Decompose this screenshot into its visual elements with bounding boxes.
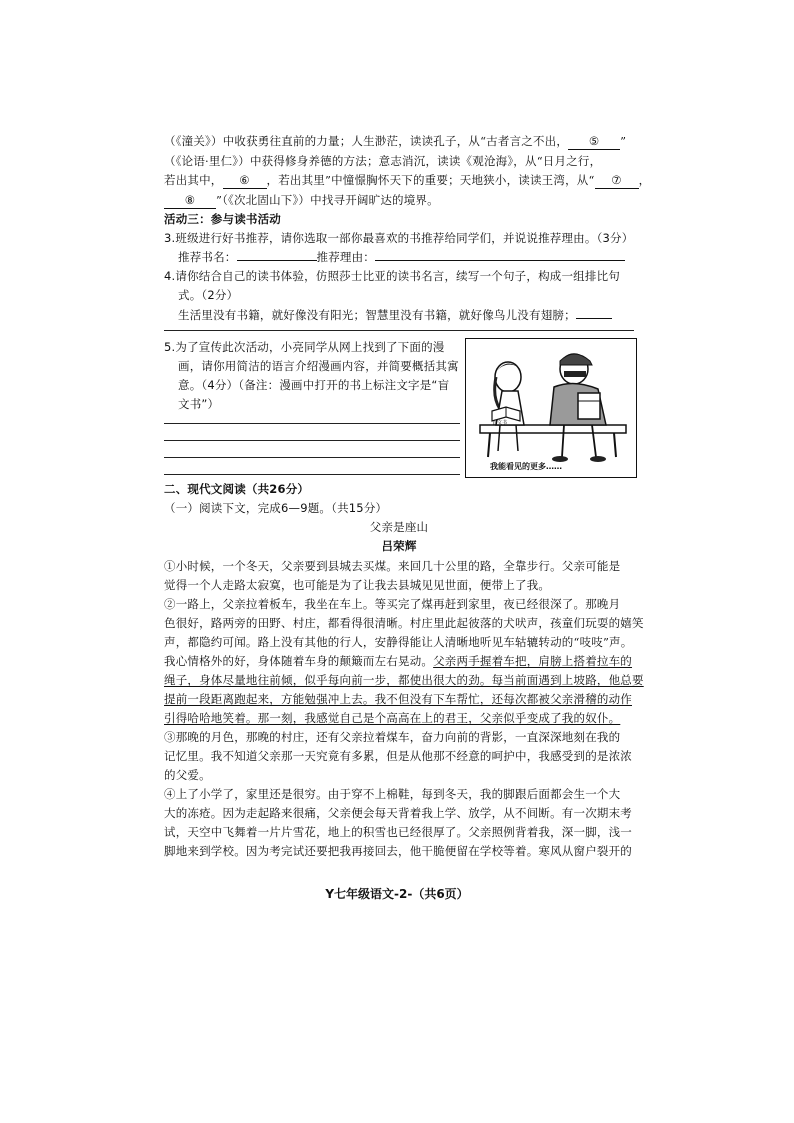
article-title: 父亲是座山 — [369, 520, 429, 534]
comic-illustration — [465, 338, 637, 478]
underlined-line: 提前一段距离跑起来，方能勉强冲上去。我不但没有下车帮忙，还每次都被父亲滑稽的动作 — [164, 692, 632, 706]
blank-number: ⑦ — [611, 173, 622, 187]
question-3: 3.班级进行好书推荐，请你选取一部你最喜欢的书推荐给同学们，并说说推荐理由。（3分） — [164, 231, 634, 245]
answer-blank-5[interactable] — [568, 134, 620, 150]
paragraph-line: 试，天空中飞舞着一片片雪花，地上的积雪也已经很厚了。父亲照例背着我，深一脚，浅一 — [164, 825, 632, 839]
answer-blank-8[interactable] — [164, 193, 216, 209]
blank-number: ⑤ — [588, 134, 600, 148]
answer-line[interactable] — [164, 440, 460, 441]
answer-blank-7[interactable] — [595, 173, 639, 189]
text-run: ” — [620, 134, 627, 148]
text-line — [164, 134, 634, 150]
text-line — [164, 193, 634, 209]
text-run: 我心情格外的好，身体随着车身的颠簸而左右晃动。 — [164, 654, 434, 668]
answer-line[interactable] — [164, 330, 634, 331]
paragraph-line: ④上了小学了，家里还是很穷。由于穿不上棉鞋，每到冬天，我的脚跟后面都会生一个大 — [164, 787, 621, 801]
underlined-sentence: 父亲两手握着车把，肩膀上搭着拉车的 — [433, 654, 633, 668]
page-footer: Y七年级语文-2-（共6页） — [325, 887, 469, 901]
comic-caption: 我能看见的更多…… — [490, 462, 562, 471]
paragraph-line: 记忆里。我不知道父亲那一天究竟有多累，但是从他那不经意的呵护中，我感受到的是浓浓 — [164, 749, 632, 763]
comic-book-label: 盲文书 — [492, 420, 508, 426]
text-line — [164, 173, 651, 189]
underlined-line: 绳子，身体尽量地往前倾，似乎每向前一步，都使出很大的劲。每当前面遇到上坡路，他总要 — [164, 673, 644, 687]
paragraph-line: 的父爱。 — [164, 768, 211, 782]
text-run: （《潼关》）中收获勇往直前的力量；人生渺茫，读读孔子，从“古者言之不出， — [164, 134, 569, 148]
blank-number: ⑥ — [239, 173, 250, 187]
activity-heading: 活动三：参与读书活动 — [164, 212, 281, 226]
answer-blank-6[interactable] — [223, 173, 267, 189]
answer-line[interactable] — [164, 474, 460, 475]
text-run: 若出其中， — [164, 173, 223, 187]
question-5-line2: 画，请你用简洁的语言介绍漫画内容，并简要概括其寓 — [178, 359, 459, 373]
text-line — [178, 308, 634, 323]
question-5-line4: 文书”） — [178, 397, 220, 411]
blank-number: ⑧ — [184, 193, 196, 207]
question-5-line3: 意。（4分）（备注：漫画中打开的书上标注文字是“盲 — [178, 378, 450, 392]
paragraph-line: ①小时候，一个冬天，父亲要到县城去买煤。来回几十公里的路，全靠步行。父亲可能是 — [164, 559, 621, 573]
question-5-line1: 5.为了宣传此次活动，小亮同学从网上找到了下面的漫 — [164, 340, 445, 354]
reason-label: 推荐理由： — [316, 250, 375, 264]
text-run: ， — [638, 173, 651, 187]
underlined-line: 引得哈哈地笑着。那一刻，我感觉自己是个高高在上的君王，父亲似乎变成了我的奴仆。 — [164, 711, 621, 725]
article-author: 吕荣辉 — [381, 539, 417, 553]
question-4-line2: 式。（2分） — [178, 288, 239, 302]
paragraph-line: 脚地来到学校。因为考完试还要把我再接回去，他干脆便留在学校等着。寒风从窗户裂开的 — [164, 844, 632, 858]
paragraph-line — [164, 654, 634, 669]
text-run: ”（《次北固山下》）中找寻开阔旷达的境界。 — [216, 193, 439, 207]
section-heading: 二、现代文阅读（共26分） — [164, 482, 310, 496]
quote-text: 生活里没有书籍，就好像没有阳光；智慧里没有书籍，就好像鸟儿没有翅膀； — [178, 308, 576, 322]
paragraph-line: ③那晚的月色，那晚的村庄，还有父亲拉着煤车，奋力向前的背影，一直深深地刻在我的 — [164, 730, 621, 744]
text-line — [164, 154, 634, 169]
reason-field[interactable] — [375, 260, 625, 261]
text-run: （《论语·里仁》）中获得修身养德的方法；意志消沉，读读《观沧海》，从“日月之行， — [164, 154, 602, 168]
paragraph-line: 大的冻疮。因为走起路来很痛，父亲便会每天背着我上学、放学，从不间断。有一次期末考 — [164, 806, 632, 820]
paragraph-line: 色很好，路两旁的田野、村庄，都看得很清晰。村庄里此起彼落的犬吠声，孩童们玩耍的嬉笑 — [164, 616, 644, 630]
answer-line[interactable] — [164, 423, 460, 424]
answer-line[interactable] — [164, 457, 460, 458]
paragraph-line: 声，都隐约可闻。路上没有其他的行人，安静得能让人清晰地听见车轱辘转动的“吱吱”声。 — [164, 635, 633, 649]
text-line — [178, 250, 634, 265]
question-4-line1: 4.请你结合自己的读书体验，仿照莎士比亚的读书名言，续写一个句子，构成一组排比句 — [164, 269, 620, 283]
book-name-field[interactable] — [237, 260, 317, 261]
paragraph-line: 觉得一个人走路太寂寞，也可能是为了让我去县城见见世面，便带上了我。 — [164, 578, 551, 592]
continuation-field[interactable] — [576, 318, 612, 319]
comic-drawing — [466, 339, 636, 477]
book-label: 推荐书名： — [178, 250, 237, 264]
section-subheading: （一）阅读下文，完成6—9题。（共15分） — [164, 501, 388, 515]
paragraph-line: ②一路上，父亲拉着板车，我坐在车上。等买完了煤再赶到家里，夜已经很深了。那晚月 — [164, 597, 621, 611]
text-run: ，若出其里”中憧憬胸怀天下的重要；天地狭小，读读王湾，从“ — [266, 173, 595, 187]
